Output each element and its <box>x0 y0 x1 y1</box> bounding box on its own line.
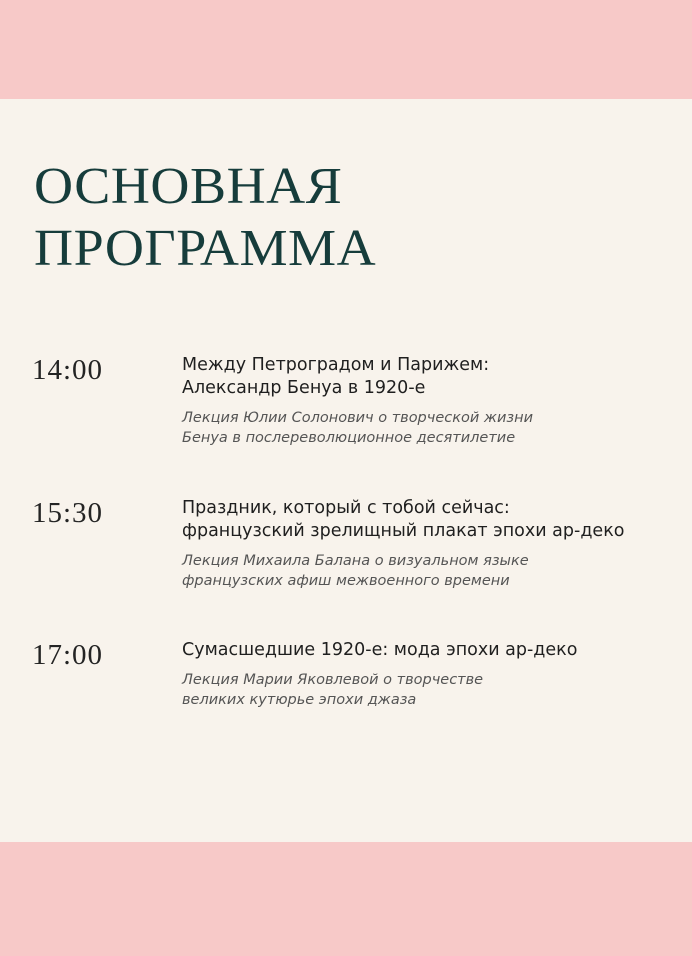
page-title <box>34 156 376 280</box>
title-line-1: ОСНОВНАЯ <box>34 158 343 215</box>
talk-block <box>182 354 672 448</box>
talk-description: Лекция Михаила Балана о визуальном языке французских афиш межвоенного времени <box>182 553 529 589</box>
title-line-2: ПРОГРАММА <box>34 220 377 277</box>
time-label: 15:30 <box>32 497 104 529</box>
time-label: 14:00 <box>32 354 104 386</box>
talk-block <box>182 497 672 591</box>
talk-description: Лекция Марии Яковлевой о творчестве великих кутюрье эпохи джаза <box>182 672 484 708</box>
time-label: 17:00 <box>32 639 104 671</box>
talk-title: Сумасшедшие 1920-е: мода эпохи ар-деко <box>182 640 578 660</box>
talk-description: Лекция Юлии Солонович о творческой жизни Бенуа в послереволюционное десятилетие <box>182 410 533 446</box>
talk-block <box>182 639 672 710</box>
bottom-pink-band <box>0 842 692 956</box>
talk-title: Между Петроградом и Парижем: Александр Бенуа в 1920-е <box>182 355 490 398</box>
talk-title: Праздник, который с тобой сейчас: французский зрелищный плакат эпохи ар-деко <box>182 498 625 541</box>
top-pink-band <box>0 0 692 99</box>
